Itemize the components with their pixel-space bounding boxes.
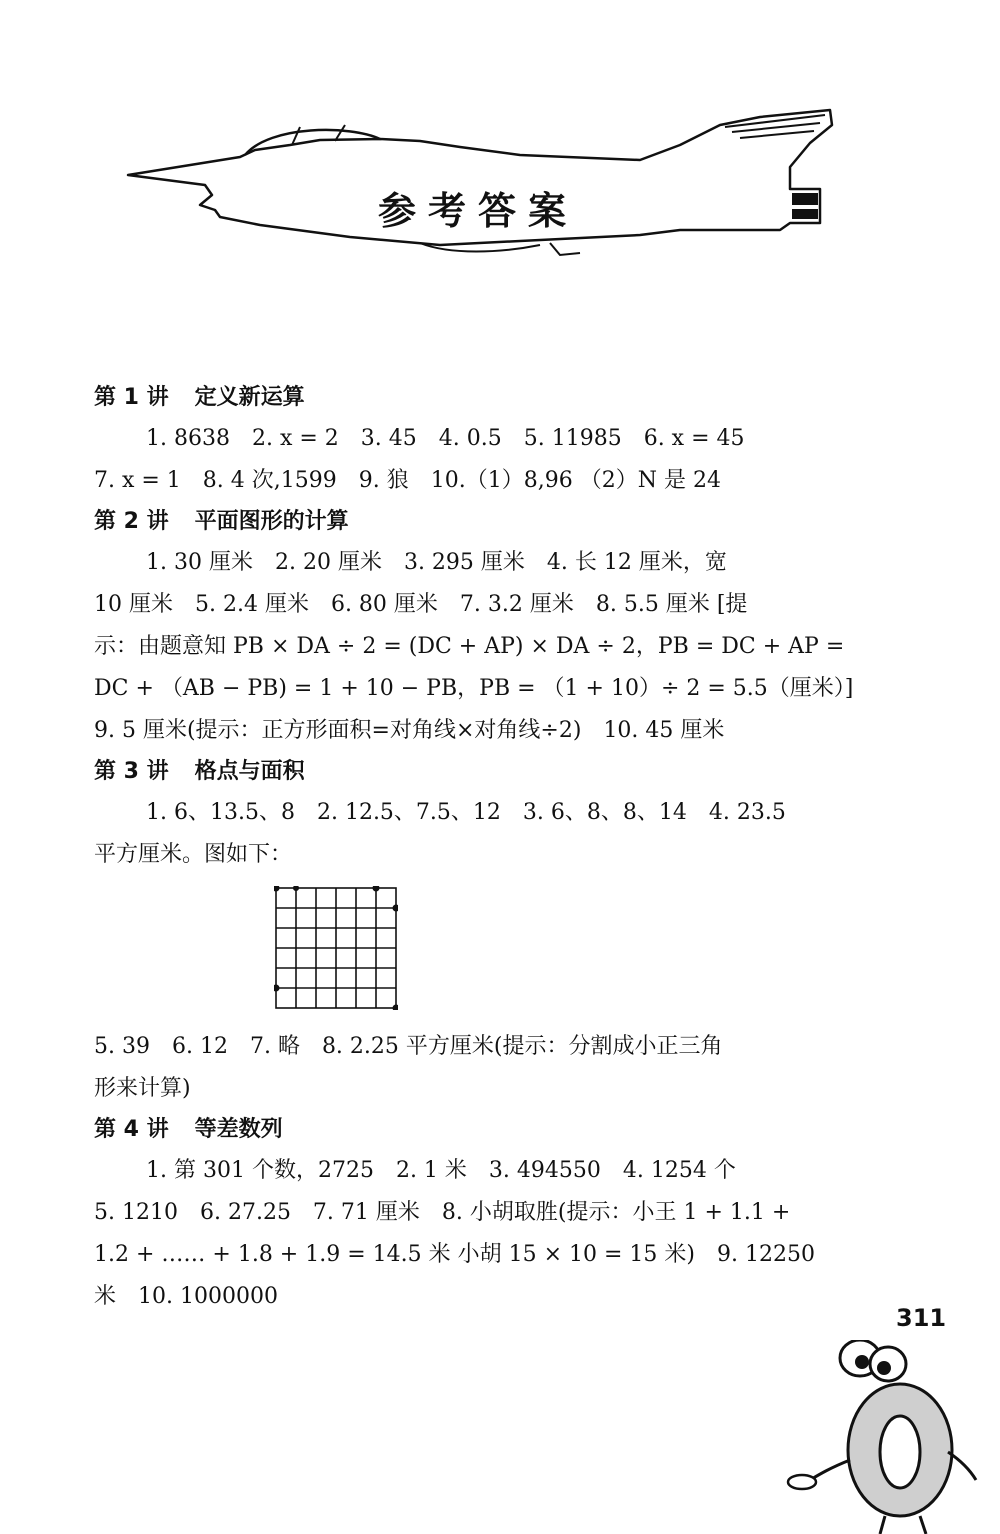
answer-line: 1. 8638 2. x = 2 3. 45 4. 0.5 5. 11985 6. x = 45 [146,426,745,451]
lecture-number: 第 3 讲 [94,759,169,784]
lecture-heading [94,752,884,792]
answer-line: 1. 6、13.5、8 2. 12.5、7.5、12 3. 6、8、8、14 4. 23.5 [146,800,786,825]
lecture-heading [94,502,884,542]
lecture-3-section [94,752,884,1110]
answer-line: 9. 5 厘米(提示：正方形面积=对角线×对角线÷2) 10. 45 厘米 [94,718,725,743]
answer-line: 示：由题意知 PB × DA ÷ 2 = (DC + AP) × DA ÷ 2，PB = DC + AP = [94,634,845,659]
lecture-title: 格点与面积 [194,759,305,784]
lecture-number: 第 2 讲 [94,509,169,534]
banner-title: 参考答案 [378,189,579,233]
answer-line: 形来计算) [94,1076,191,1101]
answer-content [94,378,884,1318]
lecture-title: 定义新运算 [194,385,305,410]
zero-mascot-icon [780,1340,1000,1534]
lecture-title: 等差数列 [194,1117,283,1142]
answer-line: 7. x = 1 8. 4 次,1599 9. 狼 10.（1）8,96 （2）N 是 24 [94,468,721,493]
answer-line: 1. 30 厘米 2. 20 厘米 3. 295 厘米 4. 长 12 厘米，宽 [146,550,727,575]
answer-line: 米 10. 1000000 [94,1284,278,1309]
grid-figure [94,876,884,1026]
page-number: 311 [896,1304,947,1332]
answer-line: DC + （AB − PB) = 1 + 10 − PB，PB = （1 + 10）÷ 2 = 5.5（厘米）] [94,676,854,701]
lecture-number: 第 4 讲 [94,1117,169,1142]
lecture-heading [94,1110,884,1150]
answer-line: 平方厘米。图如下： [94,842,293,867]
lecture-number: 第 1 讲 [94,385,169,410]
lecture-4-section [94,1110,884,1318]
lecture-2-section [94,502,884,752]
answer-line: 1. 第 301 个数，2725 2. 1 米 3. 494550 4. 1254 个 [146,1158,736,1183]
answer-line: 5. 39 6. 12 7. 略 8. 2.25 平方厘米(提示：分割成小正三角 [94,1034,723,1059]
answer-line: 1.2 + …… + 1.8 + 1.9 = 14.5 米 小胡 15 × 10 = 15 米) 9. 12250 [94,1242,815,1267]
lecture-heading [94,378,884,418]
answer-line: 5. 1210 6. 27.25 7. 71 厘米 8. 小胡取胜(提示：小王 1 + 1.1 + [94,1200,791,1225]
dot-grid-diagram [274,886,398,1010]
lecture-title: 平面图形的计算 [194,509,349,534]
answer-line: 10 厘米 5. 2.4 厘米 6. 80 厘米 7. 3.2 厘米 8. 5.5 厘米 [提 [94,592,748,617]
lecture-1-section [94,378,884,502]
